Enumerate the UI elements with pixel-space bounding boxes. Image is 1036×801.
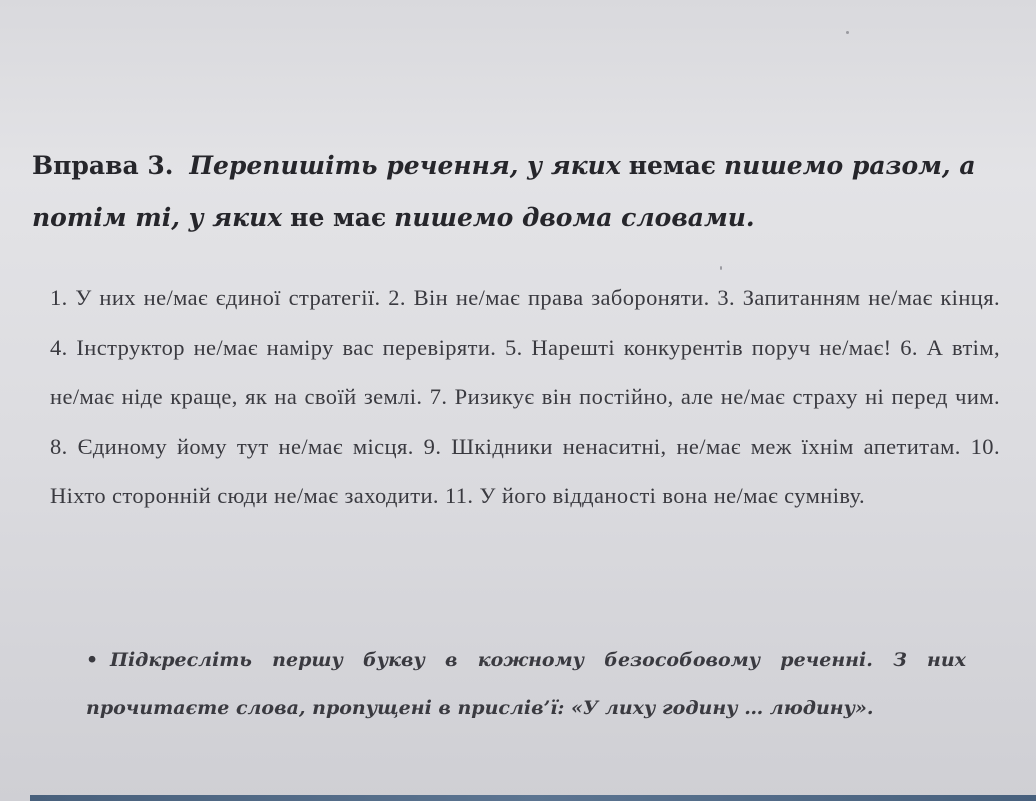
keyword-nemaye: немає [628, 151, 717, 180]
bullet-icon: • [86, 649, 99, 671]
exercise-number: Вправа 3. [32, 151, 174, 180]
instruction-part-3: пишемо двома словами. [394, 203, 755, 232]
page-speck [846, 31, 849, 34]
page-speck [720, 266, 722, 270]
exercise-heading [32, 140, 1017, 244]
page-bottom-edge [30, 795, 1036, 801]
instruction-part-2: пишемо разом, а потім ті, у яких [32, 151, 976, 232]
instruction-part-1: Перепишіть речення, у яких [189, 151, 621, 180]
task-text: Підкресліть першу букву в кожному безособовому реченні. З них прочитаєте слова, пропущені в прислів’ї: «У лиху годину … людину». [86, 649, 966, 719]
exercise-sentences: 1. У них не/має єдиної стратегії. 2. Він не/має права забороняти. 3. Запитанням не/має кінця. 4. Інструктор не/має наміру вас перевіряти. 5. Нарешті конкурентів поруч не/має! 6. А втім, не/має ніде краще, як на своїй землі. 7. Ризикує він постійно, але не/має страху ні перед чим. 8. Єдиному йому тут не/має місця. 9. Шкідники ненаситні, не/має меж їхнім апетитам. 10. Ніхто сторонній сюди не/має заходити. 11. У його відданості вона не/має сумніву. [50, 285, 1000, 508]
keyword-ne-maye: не має [290, 203, 387, 232]
follow-up-task [86, 636, 966, 732]
